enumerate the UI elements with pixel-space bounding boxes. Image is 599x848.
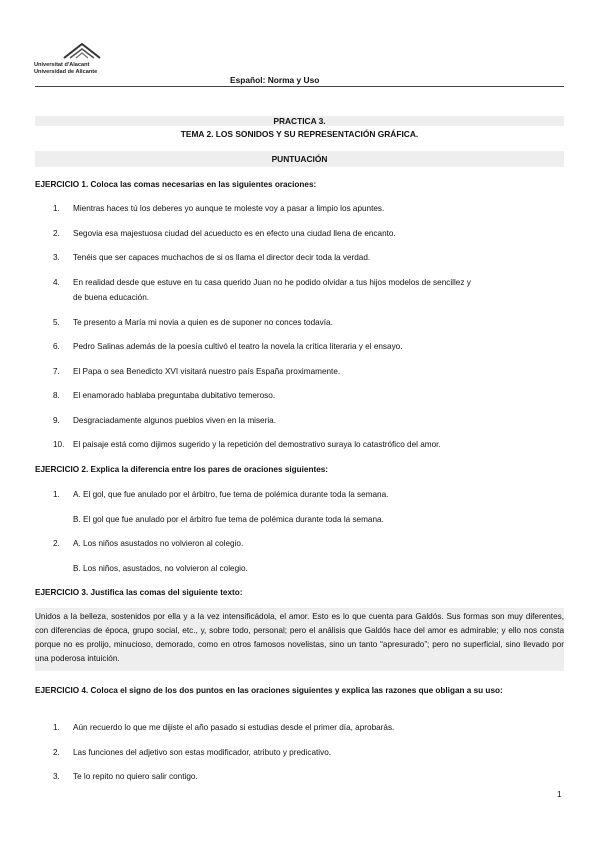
ex1-item-text: Pedro Salinas además de la poesía cultivó el teatro la novela la crítica literaria y el ensayo. — [73, 342, 403, 351]
ex1-item-number: 5. — [53, 318, 60, 327]
ex1-item-text: Desgraciadamente algunos pueblos viven en la miseria. — [73, 416, 276, 425]
ex1-item-number: 6. — [53, 342, 60, 351]
header-divider — [35, 86, 564, 87]
ex1-item-number: 7. — [53, 367, 60, 376]
ex4-item-number: 2. — [53, 748, 60, 757]
ex1-item-text: En realidad desde que estuve en tu casa querido Juan no he podido olvidar a tus hijos modelos de sencillez y — [73, 278, 471, 287]
ex4-item-text: Las funciones del adjetivo son estas modificador, atributo y predicativo. — [73, 748, 332, 757]
ex1-item-text: El enamorado hablaba preguntaba dubitativo temeroso. — [73, 391, 276, 400]
exercise-3-heading: EJERCICIO 3. Justifica las comas del siguiente texto: — [35, 588, 243, 597]
exercise-2-heading: EJERCICIO 2. Explica la diferencia entre los pares de oraciones siguientes: — [35, 465, 329, 474]
exercise-1-heading: EJERCICIO 1. Coloca las comas necesarias en las siguientes oraciones: — [35, 180, 317, 189]
ex1-item-text: Te presento a María mi novia a quien es de suponer no conces todavía. — [73, 318, 333, 327]
university-logo — [34, 42, 154, 82]
ex1-item-number: 4. — [53, 278, 60, 287]
ex1-item-text: El Papa o sea Benedicto XVI visitará nuestro país España proximamente. — [73, 367, 341, 376]
ex1-item-number: 10. — [53, 440, 65, 449]
ex1-item-number: 8. — [53, 391, 60, 400]
ex1-item-text: El paisaje está como dijimos sugerido y la repetición del demostrativo suraya lo catastrófico del amor. — [73, 440, 441, 449]
ex4-item-text: Aún recuerdo lo que me dijiste el año pasado si estudias desde el primer día, aprobarás. — [73, 723, 395, 732]
section-title: PUNTUACIÓN — [271, 154, 328, 164]
topic-title: TEMA 2. LOS SONIDOS Y SU REPRESENTACIÓN GRÁFICA. — [180, 129, 419, 139]
ex1-item-number: 9. — [53, 416, 60, 425]
practice-label: PRACTICA 3. — [273, 116, 326, 126]
ex2-item-number: 1. — [53, 490, 60, 499]
ex1-item-text: Segovia esa majestuosa ciudad del acueducto es en efecto una ciudad llena de encanto. — [73, 229, 396, 238]
ex1-item-text: Mientras haces tú los deberes yo aunque te moleste voy a pasar a limpio los apuntes. — [73, 204, 385, 213]
ex2-sentence-b: B. El gol que fue anulado por el árbitro fue tema de polémica durante toda la semana. — [73, 515, 384, 524]
ex1-item-text: Tenéis que ser capaces muchachos de si os llama el director decir toda la verdad. — [73, 253, 371, 262]
ex4-item-number: 3. — [53, 772, 60, 781]
ex2-sentence-a: A. Los niños asustados no volvieron al colegio. — [73, 539, 244, 548]
university-emblem-icon — [62, 42, 102, 60]
ex1-item-number: 3. — [53, 253, 60, 262]
university-name-valencian: Universitat d'Alacant — [34, 62, 90, 68]
ex4-item-text: Te lo repito no quiero salir contigo. — [73, 772, 198, 781]
ex2-sentence-a: A. El gol, que fue anulado por el árbitro, fue tema de polémica durante toda la semana. — [73, 490, 389, 499]
ex1-item-number: 1. — [53, 204, 60, 213]
ex2-item-number: 2. — [53, 539, 60, 548]
exercise-3-paragraph: Unidos a la belleza, sostenidos por ella y a la vez intensificádola, el amor. Esto es lo que cuenta para Galdós. Sus formas son muy diferentes, con diferencias de época, grupo social, etc., y, sobre todo, personal; pero el análisis que Galdós hace del amor es admirable; y ello nos consta porque no es prolijo, minucioso, demorado, como en otros famosos novelistas, sino un tanto “apresurado”; pero no superficial, sino llevado por una poderosa intuición. — [35, 612, 564, 663]
university-name-spanish: Universidad de Alicante — [34, 69, 98, 75]
course-title: Español: Norma y Uso — [230, 75, 320, 85]
ex4-item-number: 1. — [53, 723, 60, 732]
ex1-item-text-continuation: de buena educación. — [73, 293, 150, 302]
exercise-4-heading: EJERCICIO 4. Coloca el signo de los dos puntos en las oraciones siguientes y explica las razones que obligan a su uso: — [35, 686, 503, 695]
ex2-sentence-b: B. Los niños, asustados, no volvieron al colegio. — [73, 564, 248, 573]
ex1-item-number: 2. — [53, 229, 60, 238]
page-number: 1 — [557, 789, 562, 799]
